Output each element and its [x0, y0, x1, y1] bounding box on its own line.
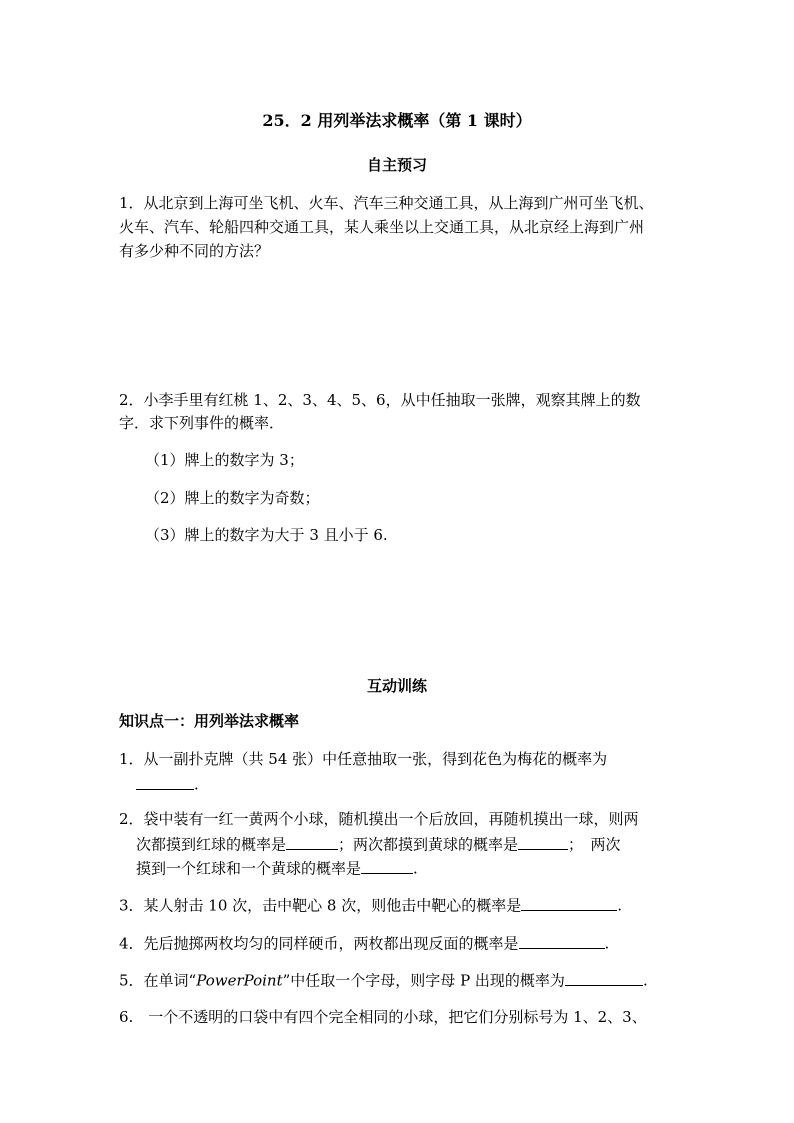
answer-blank[interactable]: [519, 931, 605, 949]
answer-blank[interactable]: [521, 893, 617, 911]
answer-blank[interactable]: [361, 856, 413, 874]
s1-q2-sub1: （1）牌上的数字为 3；: [145, 451, 304, 469]
s1-q1-line3: 有多少种不同的方法？: [119, 242, 270, 260]
s2-q1-line2: .: [136, 772, 199, 794]
word-powerpoint: PowerPoint: [196, 971, 283, 990]
s1-q1-line2: 火车、汽车、轮船四种交通工具，某人乘坐以上交通工具，从北京经上海到广州: [119, 218, 645, 236]
s2-q1-line1: 1．从一副扑克牌（共 54 张）中任意抽取一张，得到花色为梅花的概率为: [119, 750, 608, 768]
s2-q2-line3: 摸到一个红球和一个黄球的概率是 .: [136, 856, 418, 879]
s2-q2-line1: 2．袋中装有一红一黄两个小球，随机摸出一个后放回，再随机摸出一球，则两: [119, 810, 639, 828]
s1-q2-line2: 字．求下列事件的概率．: [119, 414, 285, 432]
s2-q5: 5．在单词“PowerPoint”中任取一个字母，则字母 P 出现的概率为 .: [119, 968, 648, 991]
s2-q6-line1: 6. 一个不透明的口袋中有四个完全相同的小球，把它们分别标号为 1、2、3、: [119, 1008, 647, 1026]
s1-q1-line1: 1．从北京到上海可坐飞机、火车、汽车三种交通工具，从上海到广州可坐飞机、: [119, 194, 654, 212]
section-heading-preview: 自主预习: [366, 156, 427, 174]
page-title: 25．2 用列举法求概率（第 1 课时）: [262, 111, 532, 130]
answer-blank[interactable]: [565, 968, 643, 986]
s2-q4: 4．先后抛掷两枚均匀的同样硬币，两枚都出现反面的概率是 .: [119, 931, 609, 954]
section-heading-practice: 互动训练: [366, 677, 427, 695]
answer-blank[interactable]: [286, 832, 338, 850]
s2-q3: 3．某人射击 10 次，击中靶心 8 次，则他击中靶心的概率是 .: [119, 893, 622, 916]
answer-blank[interactable]: [136, 772, 194, 790]
s1-q2-line1: 2．小李手里有红桃 1、2、3、4、5、6，从中任抽取一张牌，观察其牌上的数: [119, 391, 641, 409]
s2-q2-line2: 次都摸到红球的概率是 ；两次都摸到黄球的概率是 ； 两次: [136, 832, 621, 855]
answer-blank[interactable]: [518, 832, 568, 850]
knowledge-point-heading: 知识点一：用列举法求概率: [119, 712, 300, 730]
s1-q2-sub2: （2）牌上的数字为奇数；: [145, 489, 320, 507]
s1-q2-sub3: （3）牌上的数字为大于 3 且小于 6.: [145, 526, 388, 544]
